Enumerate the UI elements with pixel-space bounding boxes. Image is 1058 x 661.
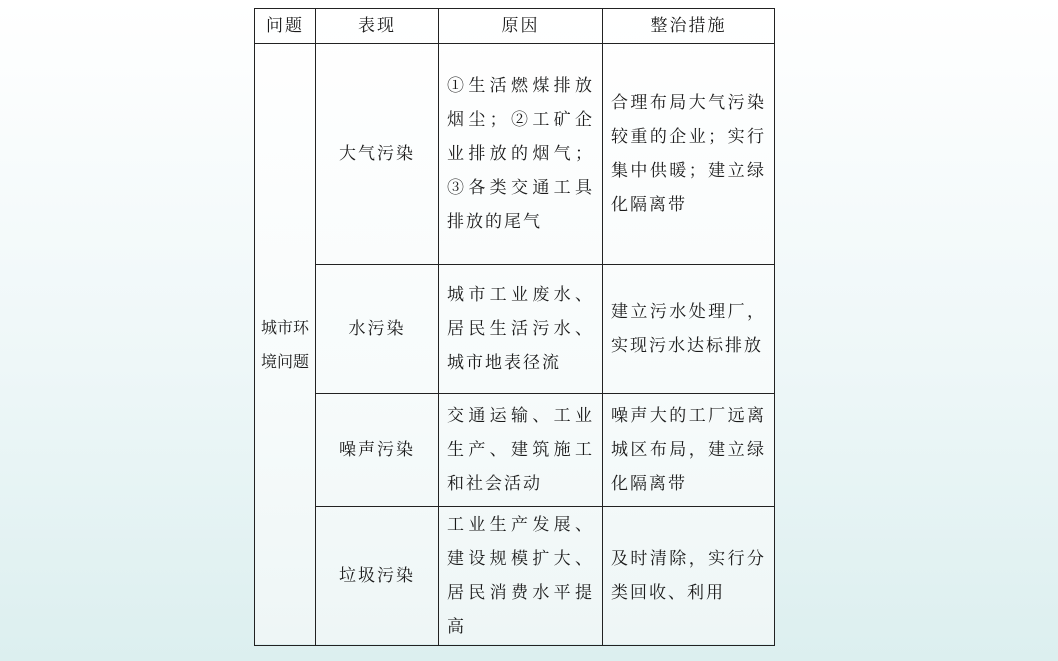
manifestation-cell: 大气污染 bbox=[316, 44, 439, 265]
table-header-row bbox=[255, 9, 775, 44]
table-row bbox=[255, 507, 775, 646]
table-row bbox=[255, 44, 775, 265]
measure-cell: 及时清除，实行分类回收、利用 bbox=[603, 507, 775, 646]
table-row bbox=[255, 394, 775, 507]
manifestation-cell: 水污染 bbox=[316, 265, 439, 394]
measure-cell: 合理布局大气污染较重的企业；实行集中供暖；建立绿化隔离带 bbox=[603, 44, 775, 265]
header-measure: 整治措施 bbox=[603, 9, 775, 44]
table-row bbox=[255, 265, 775, 394]
urban-environment-table bbox=[254, 8, 775, 646]
problem-cell: 城市环境问题 bbox=[255, 44, 316, 646]
measure-cell: 建立污水处理厂，实现污水达标排放 bbox=[603, 265, 775, 394]
header-reason: 原因 bbox=[439, 9, 603, 44]
reason-cell: ①生活燃煤排放烟尘；②工矿企业排放的烟气；③各类交通工具排放的尾气 bbox=[439, 44, 603, 265]
reason-cell: 城市工业废水、居民生活污水、城市地表径流 bbox=[439, 265, 603, 394]
header-manifestation: 表现 bbox=[316, 9, 439, 44]
measure-cell: 噪声大的工厂远离城区布局，建立绿化隔离带 bbox=[603, 394, 775, 507]
reason-cell: 交通运输、工业生产、建筑施工和社会活动 bbox=[439, 394, 603, 507]
document-page bbox=[254, 8, 774, 644]
reason-cell: 工业生产发展、建设规模扩大、居民消费水平提高 bbox=[439, 507, 603, 646]
header-problem: 问题 bbox=[255, 9, 316, 44]
manifestation-cell: 垃圾污染 bbox=[316, 507, 439, 646]
manifestation-cell: 噪声污染 bbox=[316, 394, 439, 507]
